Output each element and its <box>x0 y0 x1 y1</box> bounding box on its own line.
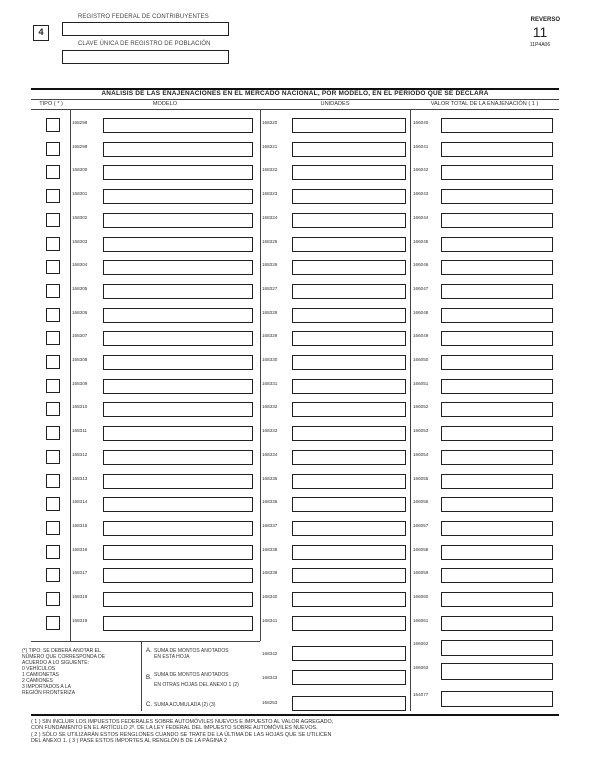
modelo-code: 168318 <box>72 594 88 599</box>
tipo-checkbox[interactable] <box>46 402 60 416</box>
unidades-code: 168322 <box>262 167 278 172</box>
tipo-checkbox[interactable] <box>46 237 60 251</box>
col-header-unidades: UNIDADES <box>320 101 350 107</box>
valor-code: 166060 <box>413 594 429 599</box>
modelo-field[interactable] <box>103 165 253 180</box>
col-header-tipo: TIPO ( * ) <box>39 101 63 107</box>
modelo-field[interactable] <box>103 474 253 489</box>
unidades-field[interactable] <box>292 474 406 489</box>
tipo-note-line: 2 CAMIONES <box>22 678 53 684</box>
unidades-field[interactable] <box>292 545 406 560</box>
valor-field[interactable] <box>441 568 553 583</box>
modelo-code: 168300 <box>72 167 88 172</box>
modelo-code: 168317 <box>72 570 88 575</box>
tipo-checkbox[interactable] <box>46 142 60 156</box>
modelo-code: 168313 <box>72 476 88 481</box>
modelo-code: 168312 <box>72 452 88 457</box>
tipo-checkbox[interactable] <box>46 189 60 203</box>
valor-code: 166059 <box>413 570 429 575</box>
unidades-code: 168339 <box>262 570 278 575</box>
unidades-field[interactable] <box>292 568 406 583</box>
form-number: 11 <box>532 24 548 40</box>
valor-code: 166050 <box>413 357 429 362</box>
table-title: ANÁLISIS DE LAS ENAJENACIONES EN EL MERCADO NACIONAL, POR MODELO, EN EL PERIODO QUE SE DECLARA <box>101 90 489 97</box>
modelo-code: 168308 <box>72 357 88 362</box>
valor-field[interactable] <box>441 308 553 323</box>
col-header-valor: VALOR TOTAL DE LA ENAJENACIÓN ( 1 ) <box>430 101 539 107</box>
modelo-code: 168304 <box>72 262 88 267</box>
modelo-code: 168309 <box>72 381 88 386</box>
tipo-note-line: ACUERDO A LO SIGUIENTE: <box>22 660 89 666</box>
modelo-field[interactable] <box>103 118 253 133</box>
unidades-code: 168330 <box>262 357 278 362</box>
valor-field[interactable] <box>441 545 553 560</box>
col-divider-1 <box>70 109 71 641</box>
valor-field[interactable] <box>441 521 553 536</box>
unidades-field[interactable] <box>292 616 406 631</box>
valor-code: 166056 <box>413 499 429 504</box>
modelo-code: 168303 <box>72 239 88 244</box>
modelo-field[interactable] <box>103 260 253 275</box>
total-c-valor-code: 164077 <box>413 692 429 697</box>
tipo-checkbox[interactable] <box>46 521 60 535</box>
valor-code: 166061 <box>413 618 429 623</box>
unidades-field[interactable] <box>292 118 406 133</box>
modelo-code: 168307 <box>72 333 88 338</box>
modelo-code: 168301 <box>72 191 88 196</box>
tipo-checkbox[interactable] <box>46 165 60 179</box>
valor-field[interactable] <box>441 260 553 275</box>
modelo-field[interactable] <box>103 284 253 299</box>
valor-code: 166053 <box>413 428 429 433</box>
valor-code: 166048 <box>413 310 429 315</box>
total-c-valor-field[interactable] <box>441 691 553 707</box>
unidades-code: 168327 <box>262 286 278 291</box>
total-b-unidades-field[interactable] <box>292 670 406 685</box>
unidades-code: 168321 <box>262 144 278 149</box>
tipo-checkbox[interactable] <box>46 616 60 630</box>
total-a-letter: A. <box>146 648 152 654</box>
modelo-field[interactable] <box>103 402 253 417</box>
total-b-label <box>154 672 239 688</box>
tipo-note-line: 0 VEHÍCULOS <box>22 666 56 672</box>
tipo-note-line: (*) TIPO: SE DEBERÁ ANOTAR EL <box>22 648 101 654</box>
tipo-checkbox[interactable] <box>46 118 60 132</box>
form-code: 11P4A06 <box>529 42 551 48</box>
unidades-code: 168337 <box>262 523 278 528</box>
total-a-label <box>154 648 229 660</box>
valor-field[interactable] <box>441 355 553 370</box>
valor-code: 166043 <box>413 191 429 196</box>
modelo-field[interactable] <box>103 616 253 631</box>
footer-rule <box>31 714 559 716</box>
tipo-checkbox[interactable] <box>46 450 60 464</box>
valor-code: 166041 <box>413 144 429 149</box>
modelo-field[interactable] <box>103 331 253 346</box>
valor-field[interactable] <box>441 474 553 489</box>
rfc-field[interactable] <box>62 22 229 36</box>
modelo-field[interactable] <box>103 379 253 394</box>
valor-field[interactable] <box>441 497 553 512</box>
modelo-code: 168310 <box>72 404 88 409</box>
unidades-code: 168333 <box>262 428 278 433</box>
unidades-code: 168323 <box>262 191 278 196</box>
total-b-valor-code: 166063 <box>413 665 429 670</box>
valor-field[interactable] <box>441 616 553 631</box>
unidades-code: 168331 <box>262 381 278 386</box>
modelo-field[interactable] <box>103 568 253 583</box>
valor-field[interactable] <box>441 237 553 252</box>
unidades-field[interactable] <box>292 142 406 157</box>
valor-field[interactable] <box>441 284 553 299</box>
modelo-code: 168298 <box>72 120 88 125</box>
tipo-checkbox[interactable] <box>46 426 60 440</box>
modelo-field[interactable] <box>103 497 253 512</box>
unidades-code: 168341 <box>262 618 278 623</box>
footnote-line: DEL ANEXO 1. ( 3 ) PASE ESTOS IMPORTES AL RENGLÓN B DE LA PÁGINA 2 <box>31 738 227 745</box>
unidades-code: 168329 <box>262 333 278 338</box>
col-divider-2 <box>260 109 261 641</box>
tipo-note-line: NÚMERO QUE CORRESPONDA DE <box>22 654 106 660</box>
total-a-label-line: EN ESTA HOJA <box>154 654 190 660</box>
rfc-label: REGISTRO FEDERAL DE CONTRIBUYENTES <box>78 14 209 20</box>
table-bottom-rule <box>31 641 260 642</box>
modelo-field[interactable] <box>103 237 253 252</box>
valor-code: 166058 <box>413 547 429 552</box>
valor-code: 166052 <box>413 404 429 409</box>
totals-left-divider <box>141 641 142 711</box>
total-a-label-line: SUMA DE MONTOS ANOTADOS <box>154 648 229 654</box>
modelo-code: 168315 <box>72 523 88 528</box>
unidades-field[interactable] <box>292 379 406 394</box>
modelo-code: 168302 <box>72 215 88 220</box>
valor-field[interactable] <box>441 450 553 465</box>
unidades-code: 168325 <box>262 239 278 244</box>
footnote-line: ( 1 ) SIN INCLUIR LOS IMPUESTOS FEDERALES SOBRE AUTOMÓVILES NUEVOS E IMPUESTO AL VALOR AGREGADO, <box>31 719 334 725</box>
valor-field[interactable] <box>441 402 553 417</box>
total-b-label-line: EN OTRAS HOJAS DEL ANEXO 1 (2) <box>154 682 239 688</box>
modelo-code: 168311 <box>72 428 87 433</box>
unidades-field[interactable] <box>292 355 406 370</box>
modelo-code: 168316 <box>72 547 88 552</box>
tipo-checkbox[interactable] <box>46 355 60 369</box>
modelo-field[interactable] <box>103 142 253 157</box>
tipo-checkbox[interactable] <box>46 284 60 298</box>
unidades-code: 168334 <box>262 452 278 457</box>
modelo-field[interactable] <box>103 450 253 465</box>
unidades-code: 168340 <box>262 594 278 599</box>
total-b-letter: B. <box>146 675 152 681</box>
table-header-rule <box>31 109 559 110</box>
tipo-note-line: REGIÓN FRONTERIZA <box>22 690 76 696</box>
tipo-checkbox[interactable] <box>46 545 60 559</box>
unidades-field[interactable] <box>292 521 406 536</box>
valor-code: 166042 <box>413 167 429 172</box>
valor-field[interactable] <box>441 165 553 180</box>
valor-code: 166057 <box>413 523 429 528</box>
unidades-field[interactable] <box>292 592 406 607</box>
unidades-field[interactable] <box>292 450 406 465</box>
col-header-modelo: MODELO <box>152 101 178 107</box>
tipo-checkbox[interactable] <box>46 497 60 511</box>
curp-field[interactable] <box>62 50 229 64</box>
unidades-field[interactable] <box>292 497 406 512</box>
valor-field[interactable] <box>441 331 553 346</box>
col-divider-3 <box>410 109 411 711</box>
table-title-rule <box>31 99 559 100</box>
valor-code: 166045 <box>413 239 429 244</box>
tipo-checkbox[interactable] <box>46 260 60 274</box>
valor-code: 166051 <box>413 381 429 386</box>
unidades-field[interactable] <box>292 189 406 204</box>
unidades-code: 168324 <box>262 215 278 220</box>
unidades-field[interactable] <box>292 426 406 441</box>
total-c-label: SUMA ACUMULADA (2) (3) <box>154 702 216 708</box>
valor-field[interactable] <box>441 592 553 607</box>
modelo-code: 168305 <box>72 286 88 291</box>
modelo-field[interactable] <box>103 355 253 370</box>
valor-field[interactable] <box>441 118 553 133</box>
unidades-field[interactable] <box>292 260 406 275</box>
unidades-code: 168335 <box>262 476 278 481</box>
unidades-field[interactable] <box>292 284 406 299</box>
modelo-code: 168306 <box>72 310 88 315</box>
valor-field[interactable] <box>441 426 553 441</box>
tipo-checkbox[interactable] <box>46 308 60 322</box>
unidades-code: 168332 <box>262 404 278 409</box>
tipo-checkbox[interactable] <box>46 592 60 606</box>
unidades-field[interactable] <box>292 165 406 180</box>
valor-code: 166044 <box>413 215 429 220</box>
tipo-checkbox[interactable] <box>46 474 60 488</box>
modelo-field[interactable] <box>103 213 253 228</box>
valor-code: 166054 <box>413 452 429 457</box>
total-a-unidades-code: 168342 <box>262 651 278 656</box>
unidades-field[interactable] <box>292 308 406 323</box>
tipo-checkbox[interactable] <box>46 568 60 582</box>
valor-code: 166046 <box>413 262 429 267</box>
total-a-valor-code: 166062 <box>413 641 429 646</box>
modelo-field[interactable] <box>103 545 253 560</box>
unidades-code: 168320 <box>262 120 278 125</box>
modelo-field[interactable] <box>103 189 253 204</box>
tipo-checkbox[interactable] <box>46 213 60 227</box>
unidades-code: 168338 <box>262 547 278 552</box>
unidades-field[interactable] <box>292 237 406 252</box>
total-b-label-line: SUMA DE MONTOS ANOTADOS <box>154 672 229 678</box>
unidades-field[interactable] <box>292 213 406 228</box>
modelo-field[interactable] <box>103 592 253 607</box>
unidades-field[interactable] <box>292 331 406 346</box>
unidades-field[interactable] <box>292 402 406 417</box>
unidades-code: 168326 <box>262 262 278 267</box>
page-number: 4 <box>38 27 44 37</box>
tipo-checkbox[interactable] <box>46 379 60 393</box>
tipo-checkbox[interactable] <box>46 331 60 345</box>
valor-code: 166049 <box>413 333 429 338</box>
valor-code: 166047 <box>413 286 429 291</box>
tipo-note-line: 1 CAMIONETAS <box>22 672 59 678</box>
total-b-valor-field[interactable] <box>441 663 553 680</box>
valor-code: 166040 <box>413 120 429 125</box>
total-c-letter: C. <box>146 702 153 708</box>
footnote-line: CON FUNDAMENTO EN EL ARTÍCULO 2º. DE LA LEY FEDERAL DEL IMPUESTO SOBRE AUTOMÓVILES NUEVOS. <box>31 725 318 732</box>
tipo-note-line: 3 IMPORTADOS A LA <box>22 684 71 690</box>
valor-field[interactable] <box>441 213 553 228</box>
modelo-field[interactable] <box>103 521 253 536</box>
valor-field[interactable] <box>441 189 553 204</box>
total-b-unidades-code: 168343 <box>262 675 278 680</box>
modelo-code: 168299 <box>72 144 88 149</box>
total-c-unidades-code: 168253 <box>262 700 278 705</box>
modelo-field[interactable] <box>103 426 253 441</box>
valor-field[interactable] <box>441 379 553 394</box>
total-a-unidades-field[interactable] <box>292 646 406 661</box>
total-a-valor-field[interactable] <box>441 640 553 656</box>
side-label: REVERSO <box>530 17 560 23</box>
tipo-note <box>22 648 132 696</box>
total-c-unidades-field[interactable] <box>292 696 406 711</box>
unidades-code: 168328 <box>262 310 278 315</box>
modelo-code: 168314 <box>72 499 88 504</box>
modelo-field[interactable] <box>103 308 253 323</box>
unidades-code: 168336 <box>262 499 278 504</box>
footnotes <box>31 719 559 745</box>
valor-code: 166055 <box>413 476 429 481</box>
valor-field[interactable] <box>441 142 553 157</box>
footnote-line: ( 2 ) SÓLO SE UTILIZARÁN ESTOS RENGLONES CUANDO SE TRATE DE LA ÚLTIMA DE LAS HOJAS QUE SE UTILICEN <box>31 731 332 738</box>
curp-label: CLAVE ÚNICA DE REGISTRO DE POBLACIÓN <box>78 41 211 47</box>
modelo-code: 168319 <box>72 618 88 623</box>
